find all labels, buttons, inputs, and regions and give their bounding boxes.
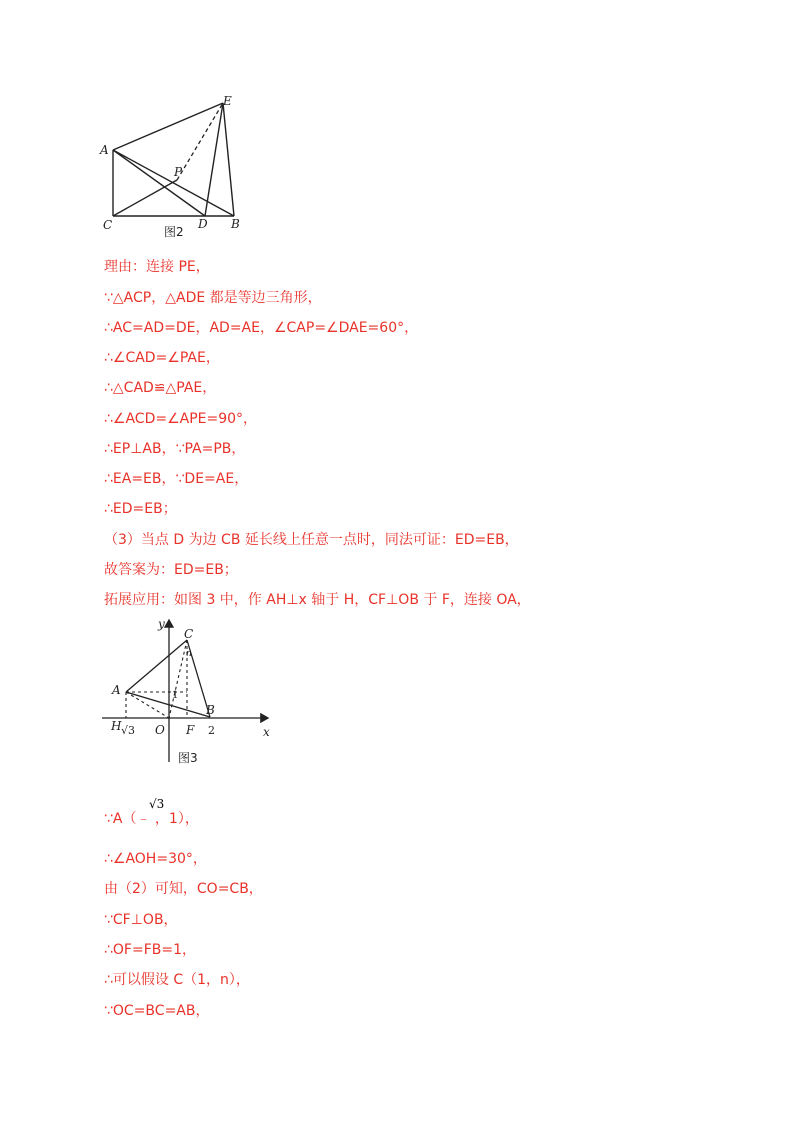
text-line-13: ∵A（﹣ ，1），: [104, 811, 199, 827]
text-line-15: 由（2）可知，CO=CB，: [104, 881, 263, 897]
text-line-4: ∴∠CAD=∠PAE，: [104, 350, 220, 366]
text-line-10: （3）当点 D 为边 CB 延长线上任意一点时，同法可证：ED=EB，: [104, 532, 519, 548]
text-line-8: ∴EA=EB，∵DE=AE，: [104, 471, 249, 487]
label-B: B: [231, 217, 240, 231]
label-F: F: [186, 723, 195, 737]
figure-2: [95, 88, 255, 238]
axis-x-label: x: [263, 725, 270, 739]
text-line-16: ∵CF⊥OB，: [104, 912, 178, 928]
label-C3: C: [184, 627, 194, 641]
text-line-17: ∴OF=FB=1，: [104, 942, 197, 958]
text-line-3: ∴AC=AD=DE，AD=AE，∠CAP=∠DAE=60°，: [104, 320, 419, 336]
text-line-18: ∴可以假设 C（1，n），: [104, 972, 250, 988]
text-line-12: 拓展应用：如图 3 中，作 AH⊥x 轴于 H，CF⊥OB 于 F，连接 OA，: [104, 592, 531, 608]
label-A: A: [100, 143, 109, 157]
label-C: C: [103, 218, 113, 232]
label-n: n: [186, 649, 192, 659]
text-line-7: ∴EP⊥AB，∵PA=PB，: [104, 441, 246, 457]
text-line-1: 理由：连接 PE，: [104, 259, 210, 275]
label-O: O: [155, 723, 165, 737]
label-H: H: [111, 719, 122, 733]
label-2: 2: [208, 724, 215, 737]
figure-3: [98, 612, 278, 772]
sqrt3-superscript: √3: [149, 797, 165, 811]
label-1: 1: [172, 690, 179, 701]
label-D: D: [198, 217, 208, 231]
label-E: E: [223, 94, 232, 108]
label-sqrt3: √3: [121, 724, 136, 737]
figure-2-caption: 图2: [164, 225, 184, 238]
text-line-5: ∴△CAD≌△PAE，: [104, 380, 217, 396]
label-A3: A: [112, 683, 121, 697]
text-line-2: ∵△ACP，△ADE 都是等边三角形，: [104, 290, 322, 306]
text-line-14: ∴∠AOH=30°，: [104, 851, 207, 867]
text-line-6: ∴∠ACD=∠APE=90°，: [104, 411, 258, 427]
axis-y-label: y: [158, 617, 165, 631]
label-P: P: [174, 165, 183, 179]
text-line-9: ∴ED=EB；: [104, 501, 177, 517]
text-line-11: 故答案为：ED=EB；: [104, 562, 238, 578]
figure-3-caption: 图3: [178, 751, 198, 765]
text-line-19: ∵OC=BC=AB，: [104, 1003, 210, 1019]
label-B3: B: [206, 703, 215, 717]
